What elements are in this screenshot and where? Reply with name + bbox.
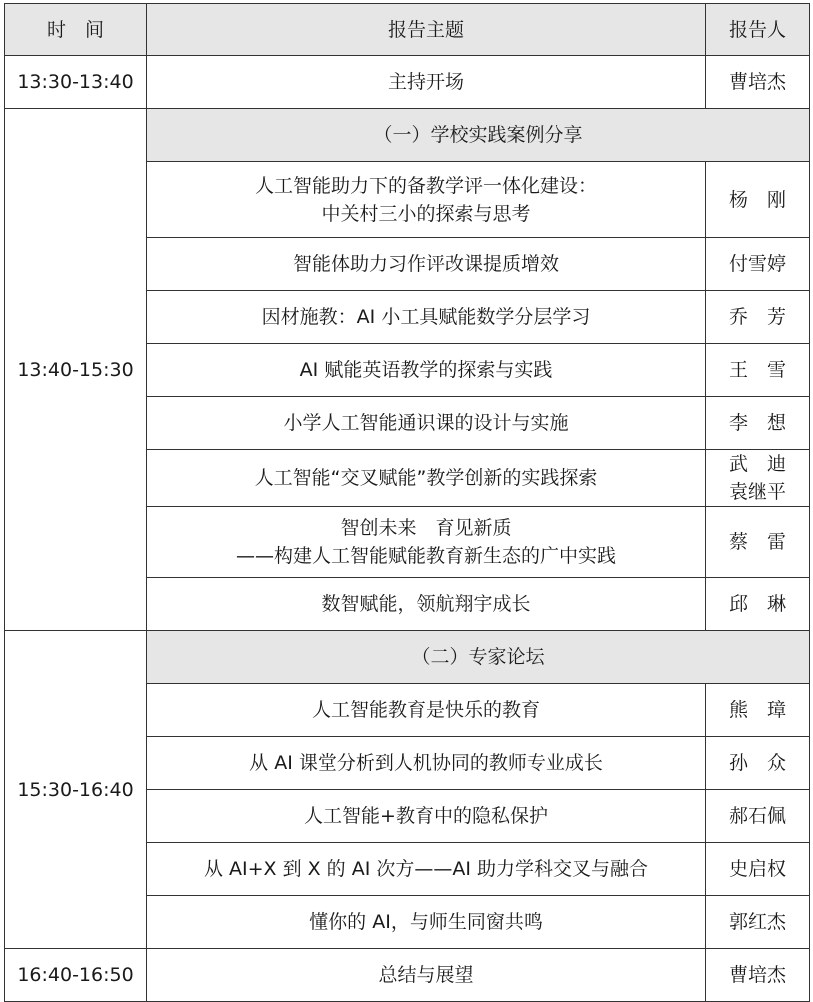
session-topic [147,397,706,450]
session-speaker [706,507,810,578]
session-speaker [706,843,810,896]
closing-speaker: 曹培杰 [706,949,810,1002]
session-speaker [706,578,810,631]
session-topic [147,790,706,843]
session-speaker [706,737,810,790]
session-speaker [706,450,810,507]
session-speaker [706,684,810,737]
opening-time: 13:30-13:40 [5,56,147,109]
session-speaker [706,291,810,344]
session-speaker [706,162,810,238]
speaker-name: 杨 刚 [728,188,786,211]
header-time: 时 间 [5,4,147,56]
session-topic [147,843,706,896]
session-topic-line: AI 赋能英语教学的探索与实践 [299,359,553,381]
agenda-body [5,4,810,1002]
session-topic [147,578,706,631]
closing-row [5,949,810,1002]
speaker-name: 熊 璋 [728,699,786,721]
speaker-name: 孙 众 [728,752,786,774]
session-topic-line: ——构建人工智能赋能教育新生态的广中实践 [235,545,616,567]
speaker-name: 武 迪 [728,453,786,475]
opening-row [5,56,810,109]
session-topic [147,737,706,790]
opening-topic: 主持开场 [147,56,706,109]
session-topic-line: 因材施教：AI 小工具赋能数学分层学习 [261,306,591,328]
session-topic-line: 中关村三小的探索与思考 [321,202,531,225]
section1-time: 13:40-15:30 [5,109,147,631]
session-topic [147,684,706,737]
section1-title: （一）学校实践案例分享 [147,109,810,162]
header-speaker: 报告人 [706,4,810,56]
speaker-name: 付雪婷 [728,253,786,275]
session-topic [147,238,706,291]
closing-topic: 总结与展望 [147,949,706,1002]
section2-title: （二）专家论坛 [147,631,810,684]
header-topic: 报告主题 [147,4,706,56]
session-speaker [706,238,810,291]
session-speaker [706,896,810,949]
session-topic-line: 人工智能“交叉赋能”教学创新的实践探索 [254,467,598,489]
speaker-name: 邱 琳 [728,593,786,615]
session-topic-line: 智创未来 育见新质 [340,517,512,539]
speaker-name: 史启权 [728,858,786,880]
session-speaker [706,344,810,397]
speaker-name: 郭红杰 [728,911,786,933]
session-topic-line: 从 AI 课堂分析到人机协同的教师专业成长 [249,752,603,774]
section2-time: 15:30-16:40 [5,631,147,949]
speaker-name: 李 想 [728,412,786,434]
session-topic [147,507,706,578]
session-topic-line: 从 AI+X 到 X 的 AI 次方——AI 助力学科交叉与融合 [203,858,649,880]
session-topic-line: 人工智能助力下的备教学评一体化建设： [254,174,597,197]
session-topic [147,344,706,397]
session-topic-line: 人工智能教育是快乐的教育 [311,699,540,721]
session-topic-line: 数智赋能，领航翔宇成长 [321,593,531,615]
session-topic-line: 小学人工智能通识课的设计与实施 [283,412,569,434]
session-topic-line: 懂你的 AI，与师生同窗共鸣 [309,911,543,933]
section2-title-row [5,631,810,684]
session-speaker [706,790,810,843]
session-topic-line: 人工智能+教育中的隐私保护 [304,805,548,827]
speaker-name: 乔 芳 [728,306,786,328]
speaker-name: 蔡 雷 [728,531,786,553]
header-row [5,4,810,56]
speaker-name: 袁继平 [728,481,786,503]
speaker-name: 郝石佩 [728,805,786,827]
agenda-table [4,3,810,1002]
session-topic [147,291,706,344]
session-topic [147,450,706,507]
closing-time: 16:40-16:50 [5,949,147,1002]
opening-speaker: 曹培杰 [706,56,810,109]
session-topic [147,162,706,238]
session-topic [147,896,706,949]
section1-title-row [5,109,810,162]
speaker-name: 王 雪 [728,359,786,381]
session-speaker [706,397,810,450]
session-topic-line: 智能体助力习作评改课提质增效 [292,253,559,275]
